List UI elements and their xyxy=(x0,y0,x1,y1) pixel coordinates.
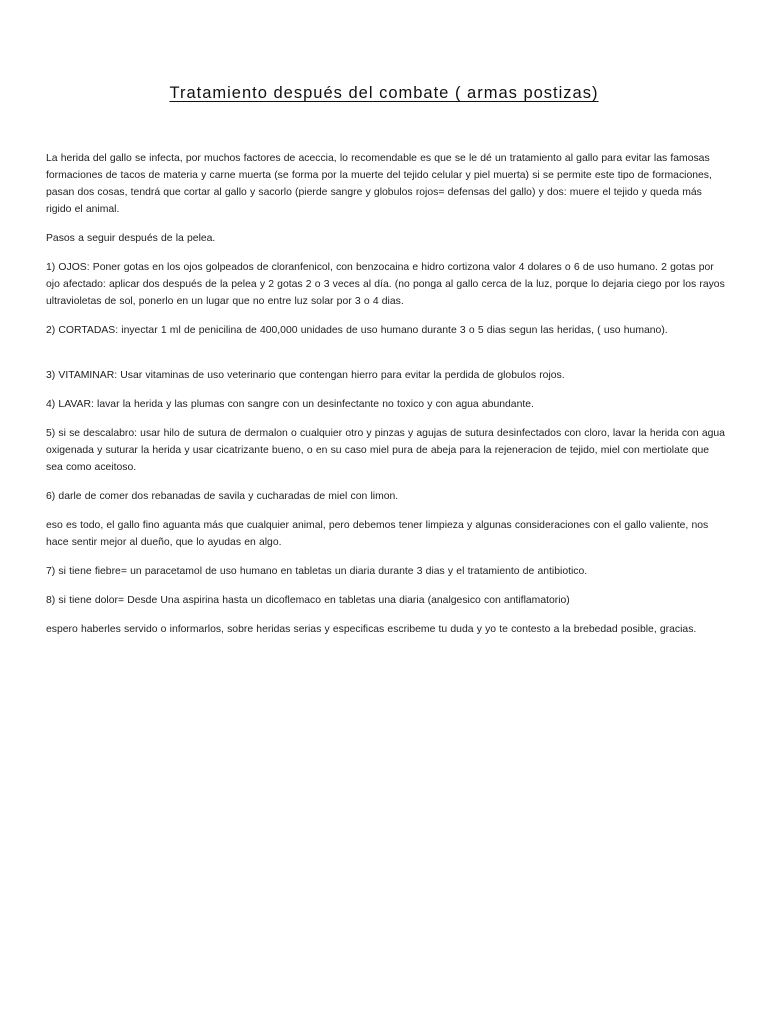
step-fiebre: 7) si tiene fiebre= un paracetamol de uso humano en tabletas un diaria durante 3 dias y el tratamiento de antibiotico. xyxy=(46,566,588,577)
document-title: Tratamiento después del combate ( armas postizas) xyxy=(169,84,599,102)
steps-heading: Pasos a seguir después de la pelea. xyxy=(46,233,216,244)
step-cortadas: 2) CORTADAS: inyectar 1 ml de penicilina de 400,000 unidades de uso humano durante 3 o 5 dias segun las heridas, ( uso humano). xyxy=(46,325,668,336)
document-body xyxy=(46,150,726,650)
closing-note: eso es todo, el gallo fino aguanta más que cualquier animal, pero debemos tener limpieza y algunas consideraciones con el gallo valiente, nos hace sentir mejor al dueño, que lo ayudas en algo. xyxy=(46,520,709,548)
step-vitaminar: 3) VITAMINAR: Usar vitaminas de uso veterinario que contengan hierro para evitar la perdida de globulos rojos. xyxy=(46,370,565,381)
farewell-paragraph: espero haberles servido o informarlos, sobre heridas serias y especificas escribeme tu duda y yo te contesto a la brebedad posible, gracias. xyxy=(46,624,697,635)
intro-paragraph: La herida del gallo se infecta, por muchos factores de aceccia, lo recomendable es que se le dé un tratamiento al gallo para evitar las famosas formaciones de tacos de materia y carne muerta (se forma por la muerte del tejido celular y piel muerta) si se permite este tipo de formaciones, pasan dos cosas, tendrá que cortar al gallo y sacorlo (pierde sangre y globulos rojos= defensas del gallo) y dos: muere el tejido y queda más rigido el animal. xyxy=(46,153,712,215)
step-descalabro: 5) si se descalabro: usar hilo de sutura de dermalon o cualquier otro y pinzas y agujas de sutura desinfectados con cloro, lavar la herida con agua oxigenada y suturar la herida y usar cicatrizante bueno, o en su caso miel pura de abeja para la rejeneracion de tejido, miel con mertiolate que sea como aceitoso. xyxy=(46,428,725,473)
step-lavar: 4) LAVAR: lavar la herida y las plumas con sangre con un desinfectante no toxico y con agua abundante. xyxy=(46,399,534,410)
step-ojos: 1) OJOS: Poner gotas en los ojos golpeados de cloranfenicol, con benzocaina e hidro cortizona valor 4 dolares o 6 de uso humano. 2 gotas por ojo afectado: aplicar dos después de la pelea y 2 gotas 2 o 3 veces al día. (no ponga al gallo cerca de la luz, porque lo dejaria ciego por los rayos ultravioletas de sol, ponerlo en un lugar que no entre luz solar por 3 o 4 dias. xyxy=(46,262,725,307)
step-dolor: 8) si tiene dolor= Desde Una aspirina hasta un dicoflemaco en tabletas una diaria (analgesico con antiflamatorio) xyxy=(46,595,570,606)
step-comer: 6) darle de comer dos rebanadas de savila y cucharadas de miel con limon. xyxy=(46,491,399,502)
